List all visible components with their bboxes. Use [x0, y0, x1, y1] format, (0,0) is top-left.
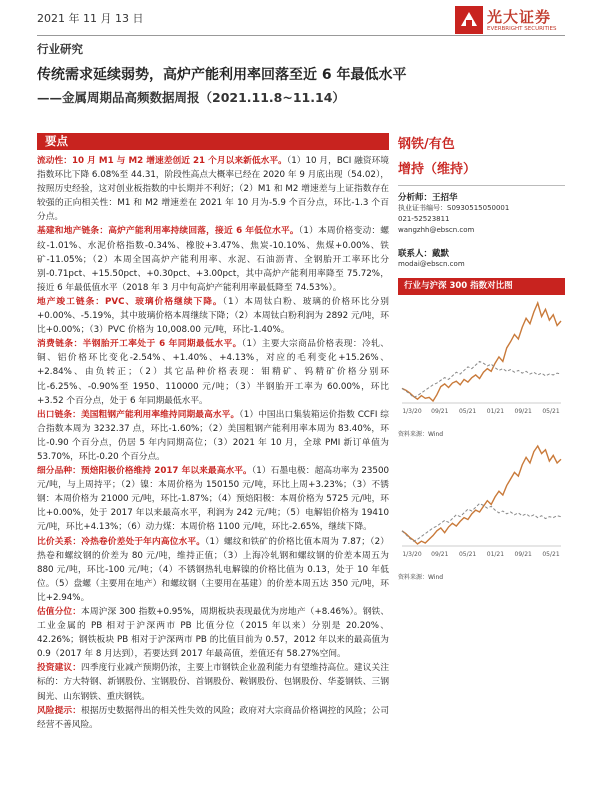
report-subtitle: ——金属周期品高频数据周报（2021.11.8~11.14）	[37, 90, 345, 105]
chart-x-tick-label: 1/3/20	[402, 408, 422, 415]
report-date: 2021 年 11 月 13 日	[37, 12, 144, 25]
summary-highlight: 出口链条：美国粗钢产能利用率维持同期最高水平。	[37, 409, 240, 420]
analyst-phone: 021-52523811	[398, 215, 450, 223]
chart-x-tick-label: 09/21	[514, 408, 532, 415]
chart-x-tick-label: 05/21	[458, 408, 477, 415]
chart-header: 行业与沪深 300 指数对比图	[398, 278, 565, 295]
summary-text: 本周沪深 300 指数+0.95%，周期板块表现最优为房地产（+8.46%）。钢铁、工业金属的 PB 相对于沪深两市 PB 比值分位（2015 年以来）分别是 20.20%、42.26%；钢铁板块 PB 相对于沪深两市 PB 的比值目前为 0.57，2012 年以来的最高值为 0.9（2017 年 8 月达到），若要达到 2017 年最高值，差值还有 58.27%空间。	[37, 607, 390, 660]
chart-x-tick-label: 1/3/20	[402, 551, 422, 558]
chart-x-tick-label: 09/21	[431, 551, 449, 558]
chart-x-tick-label: 09/21	[514, 551, 532, 558]
summary-text: （1）本周价格变动：螺纹-1.01%、水泥价格指数-0.34%、橡胶+3.47%、焦炭-10.10%、焦煤+0.00%、铁矿-11.05%；（2）本周全国高炉产能利用率、水泥、石油沥青、全钢胎开工率环比分别-0.71pct、+15.50pct、+0.30pct、+3.00pct，其中高炉产能利用率降至 75.72%，接近 6 年最低值水平（2018 年 3 月中旬高炉产能利用率最低降至 74.53%）。	[37, 226, 389, 293]
summary-text: （1）10 月，BCI 融资环境指数环比下降 6.08%至 44.31，阶段性高点大概率已经在 2020 年 9 月底出现（54.02），按照历史经验，这对创业板指数的中长期并不利好；（2）M1 和 M2 增速差与上证指数存在较强的正向相关性：M1 和 M2 增速差在 2021 年 10 月为-5.9 个百分点，环比-1.3 个百分点。	[37, 156, 389, 223]
rating-label: 增持（维持）	[398, 162, 477, 177]
summary-text: （1）螺纹和铁矿的价格比值本周为 7.87；（2）热卷和螺纹钢的价差为 80 元/吨，维持正值；（3）上海冷轧钢和螺纹钢的价差本周五为 880 元/吨，环比-100 元/吨；（4）不锈钢热轧电解镍的价格比值为 0.13，处于 10 年低位。（5）盘螺（主要用在地产）和螺纹钢（主要用在基建）的价差本周五达 350 元/吨，环比+2.94%。	[37, 536, 389, 603]
summary-paragraph	[37, 408, 389, 464]
logo-mark-icon	[455, 6, 483, 34]
summary-highlight: 消费链条：半钢胎开工率处于 6 年同期最低水平。	[37, 339, 242, 350]
summary-body	[37, 154, 389, 732]
analyst-cert: 执业证书编号：S0930515050001	[398, 204, 510, 212]
summary-highlight: 估值分位：	[37, 607, 82, 617]
chart-x-tick-label: 05/21	[542, 408, 560, 415]
summary-text: （1）主要大宗商品价格表现：冷轧、铜、铝价格环比变化-2.54%、+1.40%、+4.13%，对应的毛利变化+15.26%、+2.84%、由负转正；（2）其它品种价格表现：钼精矿、钨精矿价格分别环比-6.25%、-0.90%至 1950、110000 元/吨；（3）半钢胎开工率为 60.00%，环比+3.52 个百分点，处于 6 年同期最低水平。	[37, 339, 389, 406]
summary-paragraph	[37, 661, 389, 703]
summary-paragraph	[37, 224, 389, 294]
logo-text-en: EVERBRIGHT SECURITIES	[487, 26, 557, 32]
summary-paragraph	[37, 704, 389, 732]
summary-text: （1）石墨电极：超高功率为 23500 元/吨，与上周持平；（2）镍：本周价格为 150150 元/吨，环比上周+3.23%；（3）不锈钢：本周价格为 21000 元/吨，环比-1.87%；（4）预焙阳极：本周价格为 5725 元/吨，环比+0.00%，处于 2017 年以来最高水平，利润为 242 元/吨；（5）电解铝价格为 19410 元/吨，环比+4.13%；（6）动力煤：本周价格 1100 元/吨，环比-2.65%，继续下降。	[37, 466, 389, 533]
summary-highlight: 细分品种：预焙阳极价格维持 2017 年以来最高水平。	[37, 466, 252, 477]
sidebar	[398, 133, 565, 581]
industry-vs-index-chart-1	[398, 295, 565, 423]
chart-x-tick-label: 05/21	[458, 551, 477, 558]
header-divider	[37, 35, 565, 36]
chart-x-tick-label: 05/21	[542, 551, 560, 558]
report-category: 行业研究	[37, 42, 83, 56]
summary-highlight: 地产竣工链条：PVC、玻璃价格继续下降。	[37, 296, 223, 307]
chart-series-line-2	[402, 361, 561, 397]
chart-series-line-1	[402, 446, 561, 544]
chart-series-line-1	[402, 303, 561, 401]
industry-vs-index-chart-2	[398, 438, 565, 566]
summary-paragraph	[37, 154, 389, 224]
summary-section	[37, 133, 389, 732]
industry-label: 钢铁/有色	[398, 137, 455, 152]
chart-x-tick-label: 09/21	[431, 408, 449, 415]
summary-highlight: 比价关系：冷热卷价差处于年内高位水平。	[37, 536, 206, 547]
summary-paragraph	[37, 295, 389, 337]
summary-highlight: 流动性：10 月 M1 与 M2 增速差创近 21 个月以来新低水平。	[37, 156, 287, 166]
summary-paragraph	[37, 337, 389, 407]
chart-x-tick-label: 01/21	[486, 408, 505, 415]
summary-paragraph	[37, 535, 389, 605]
summary-highlight: 投资建议：	[37, 663, 82, 674]
summary-text: 根据历史数据得出的相关性失效的风险；政府对大宗商品价格调控的风险；公司经营不善风险。	[37, 705, 390, 730]
logo-text-cn: 光大证券	[487, 8, 552, 26]
chart-source-1: 资料来源：Wind	[398, 431, 444, 438]
summary-header: 要点	[37, 133, 389, 150]
summary-highlight: 风险提示：	[37, 705, 82, 716]
analyst-name: 分析师：王招华	[398, 193, 458, 203]
report-title: 传统需求延续弱势，高炉产能利用率回落至近 6 年最低水平	[37, 67, 407, 83]
summary-highlight: 基建和地产链条：高炉产能利用率持续回落，接近 6 年低位水平。	[37, 226, 299, 237]
summary-paragraph	[37, 464, 389, 534]
summary-paragraph	[37, 605, 389, 661]
summary-text: 四季度行业减产预期仍浓，主要上市钢铁企业盈利能力有望维持高位。建议关注标的：方大特钢、新钢股份、宝钢股份、首钢股份、鞍钢股份、包钢股份、华菱钢铁、三钢闽光、山东钢铁、重庆钢铁。	[37, 663, 390, 702]
analyst-email: wangzhh@ebscn.com	[398, 226, 475, 234]
summary-text: （1）本周钛白粉、玻璃的价格环比分别+0.00%、-5.19%，其中玻璃价格本周继续下降；（2）本周钛白粉利润为 2892 元/吨，环比+0.00%；（3）PVC 价格为 10,008.00 元/吨，环比-1.40%。	[37, 296, 389, 336]
sidebar-divider	[398, 185, 565, 186]
contact-name: 联系人：戴默	[398, 249, 450, 259]
chart-x-tick-label: 01/21	[486, 551, 505, 558]
chart-source-2: 资料来源：Wind	[398, 574, 444, 581]
summary-text: （1）中国出口集装箱运价指数 CCFI 综合指数本周为 3232.37 点，环比-1.60%；（2）美国粗钢产能利用率本周为 83.40%，环比-0.90 个百分点，仍居 5 年内同期高位；（3）2021 年 10 月，全球 PMI 新订单值为 53.70%，环比-0.20 个百分点。	[37, 409, 389, 462]
contact-email: modai@ebscn.com	[398, 260, 465, 268]
